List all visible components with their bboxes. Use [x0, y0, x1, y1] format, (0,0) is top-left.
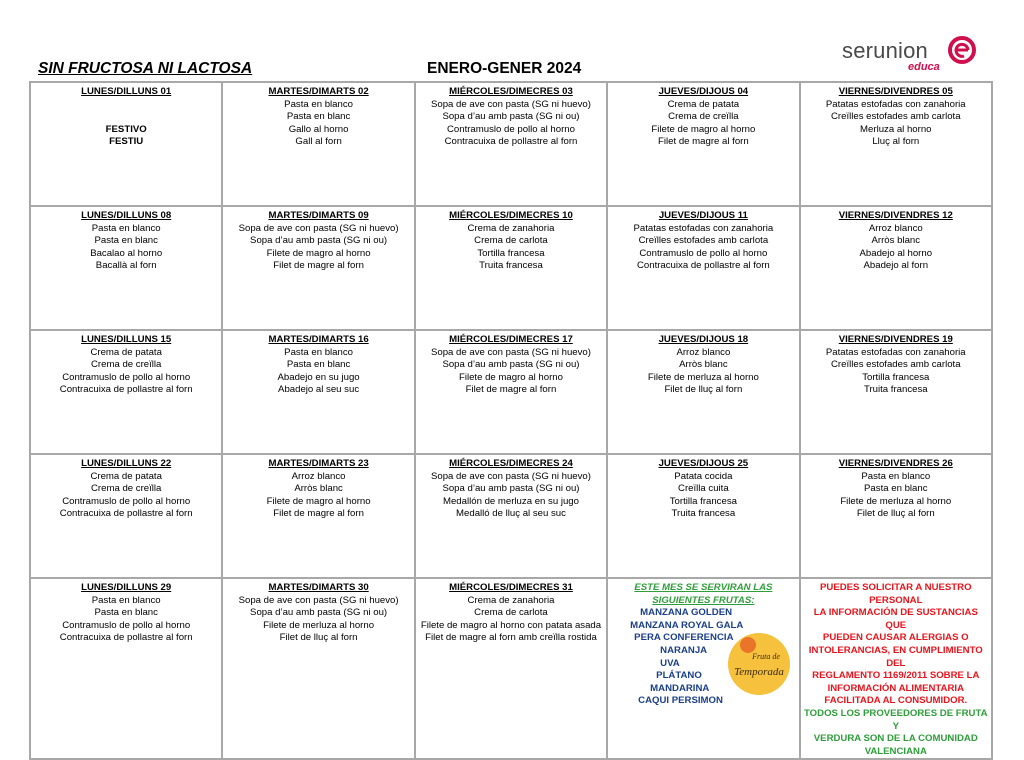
- dish-item: Pasta en blanc: [94, 607, 158, 619]
- dish-item: Sopa d’au amb pasta (SG ni ou): [250, 607, 388, 619]
- dish-item: Abadejo al forn: [863, 260, 929, 272]
- dish-item: Crema de patata: [90, 470, 162, 482]
- day-cell: [30, 578, 222, 759]
- dish-item: Filete de magro al horno: [458, 371, 563, 383]
- day-heading: VIERNES/DIVENDRES 26: [838, 458, 953, 469]
- dish-item: Creïlla cuita: [678, 483, 729, 495]
- dish-item: Merluza al horno: [860, 123, 932, 135]
- dish-item: Pasta en blanco: [284, 346, 353, 358]
- day-heading: LUNES/DILLUNS 08: [81, 210, 172, 221]
- dish-item: Gallo al horno: [288, 123, 349, 135]
- supplier-notice-line: VALENCIANA: [864, 745, 927, 757]
- dish-item: Filet de magre al forn: [273, 508, 364, 520]
- day-cell: [222, 82, 414, 206]
- allergen-notice-line: PUEDEN CAUSAR ALERGIAS O: [822, 632, 969, 644]
- day-heading: MIÉRCOLES/DIMECRES 24: [449, 458, 573, 469]
- dish-item: Contracuixa de pollastre al forn: [444, 136, 578, 148]
- dish-item: Truita francesa: [479, 260, 543, 272]
- dish-item: Filete de merluza al horno: [263, 619, 375, 631]
- day-cell: [222, 206, 414, 330]
- day-cell: [415, 206, 607, 330]
- allergen-notice-line: REGLAMENTO 1169/2011 SOBRE LA: [812, 670, 980, 682]
- day-heading: VIERNES/DIVENDRES 05: [838, 86, 953, 97]
- dish-item: Abadejo al seu suc: [278, 384, 360, 396]
- dish-item: Contracuixa de pollastre al forn: [59, 632, 193, 644]
- dish-item: Pasta en blanc: [286, 111, 351, 123]
- allergen-notice-line: PUEDES SOLICITAR A NUESTRO PERSONAL: [820, 582, 972, 606]
- dish-item: Crema de patata: [667, 98, 740, 110]
- dish-item: Tortilla francesa: [862, 371, 930, 383]
- fruit-item: CAQUI PERSIMON: [638, 695, 723, 707]
- day-cell: [607, 82, 799, 206]
- dish-item: Filete de merluza al horno: [647, 371, 759, 383]
- dish-item: Arròs blanc: [294, 483, 343, 495]
- fruit-item: UVA: [660, 657, 680, 669]
- dish-item: Sopa de ave con pasta (SG ni huevo): [238, 222, 399, 234]
- dish-item: Sopa d’au amb pasta (SG ni ou): [442, 483, 580, 495]
- day-heading: MIÉRCOLES/DIMECRES 17: [449, 334, 573, 345]
- day-cell: [800, 206, 992, 330]
- day-cell: [222, 454, 414, 578]
- dish-item: Pasta en blanco: [91, 222, 161, 234]
- dish-item: Bacalao al horno: [90, 247, 163, 259]
- dish-item: Sopa de ave con pasta (SG ni huevo): [430, 470, 591, 482]
- dish-item: Contramuslo de pollo al horno: [62, 371, 191, 383]
- day-heading: MIÉRCOLES/DIMECRES 03: [449, 86, 573, 97]
- week-row: [30, 578, 992, 759]
- day-heading: JUEVES/DIJOUS 18: [658, 334, 749, 345]
- day-cell: [415, 454, 607, 578]
- day-cell: [800, 454, 992, 578]
- logo-swirl-icon: [948, 36, 976, 64]
- dish-item: Filete de magro al horno: [651, 123, 756, 135]
- dish-item: Abadejo en su jugo: [277, 371, 360, 383]
- dish-item: Filete de magro al horno: [266, 495, 371, 507]
- holiday-label: FESTIU: [109, 136, 144, 148]
- serunion-logo: [842, 36, 992, 76]
- dish-item: Patatas estofadas con zanahoria: [825, 98, 966, 110]
- dish-item: Filet de magre al forn: [465, 384, 557, 396]
- day-heading: MARTES/DIMARTS 30: [268, 582, 369, 593]
- dish-item: Filet de magre al forn amb creïlla rostida: [425, 632, 597, 644]
- dish-item: Creïlles estofades amb carlota: [830, 111, 961, 123]
- day-cell: [607, 454, 799, 578]
- day-heading: LUNES/DILLUNS 15: [81, 334, 172, 345]
- week-row: [30, 454, 992, 578]
- fruit-item: MANZANA ROYAL GALA: [630, 619, 744, 631]
- dish-item: Filet de lluç al forn: [856, 508, 935, 520]
- day-cell: [415, 82, 607, 206]
- day-cell: [415, 330, 607, 454]
- dish-item: Truita francesa: [671, 508, 736, 520]
- dish-item: Crema de zanahoria: [467, 222, 555, 234]
- day-heading: MIÉRCOLES/DIMECRES 31: [449, 582, 573, 593]
- day-cell: [800, 82, 992, 206]
- day-cell: [222, 578, 414, 759]
- day-cell: [607, 330, 799, 454]
- day-heading: JUEVES/DIJOUS 25: [658, 458, 749, 469]
- badge-top-text: Fruta de: [752, 652, 781, 661]
- week-row: [30, 82, 992, 206]
- dish-item: Filete de magro al horno con patata asada: [420, 619, 602, 631]
- supplier-notice-line: VERDURA SON DE LA COMUNIDAD: [813, 733, 978, 745]
- dish-item: Filet de lluç al forn: [279, 632, 358, 644]
- dish-item: Crema de creïlla: [668, 111, 739, 123]
- dish-item: Crema de creïlla: [91, 359, 162, 371]
- logo-word: serunion: [842, 38, 928, 63]
- day-cell: [30, 206, 222, 330]
- dish-item: Sopa de ave con pasta (SG ni huevo): [238, 594, 399, 606]
- day-heading: LUNES/DILLUNS 22: [81, 458, 172, 469]
- dish-item: Medalló de lluç al seu suc: [456, 508, 566, 520]
- fruits-heading: SIGUIENTES FRUTAS:: [652, 594, 755, 606]
- dish-item: Abadejo al horno: [859, 247, 933, 259]
- dish-item: Gall al forn: [295, 136, 342, 148]
- dish-item: Contramuslo de pollo al horno: [62, 495, 191, 507]
- seasonal-fruit-badge-icon: [726, 631, 792, 697]
- dish-item: Crema de zanahoria: [467, 594, 555, 606]
- dish-item: Contramuslo de pollo al horno: [62, 619, 191, 631]
- week-row: [30, 206, 992, 330]
- dish-item: Truita francesa: [863, 384, 928, 396]
- dish-item: Lluç al forn: [872, 136, 920, 148]
- dish-item: Pasta en blanco: [91, 594, 161, 606]
- day-heading: MARTES/DIMARTS 02: [268, 86, 369, 97]
- fruit-item: MANDARINA: [650, 682, 710, 694]
- allergen-notice-line: FACILITADA AL CONSUMIDOR.: [824, 695, 968, 707]
- diet-title: SIN FRUCTOSA NI LACTOSA: [38, 60, 253, 77]
- dish-item: Filete de merluza al horno: [840, 495, 952, 507]
- dish-item: Creïlles estofades amb carlota: [830, 359, 961, 371]
- dish-item: Filet de lluç al forn: [664, 384, 743, 396]
- dish-item: Tortilla francesa: [477, 247, 545, 259]
- day-cell: [30, 82, 222, 206]
- dish-item: Contramuslo de pollo al horno: [446, 123, 575, 135]
- dish-item: Sopa de ave con pasta (SG ni huevo): [430, 346, 591, 358]
- day-cell: [415, 578, 607, 759]
- supplier-notice-line: TODOS LOS PROVEEDORES DE FRUTA Y: [804, 707, 988, 732]
- dish-item: Contracuixa de pollastre al forn: [59, 384, 193, 396]
- dish-item: Pasta en blanc: [94, 235, 158, 247]
- day-heading: MIÉRCOLES/DIMECRES 10: [449, 210, 573, 221]
- day-cell: [800, 330, 992, 454]
- day-cell: [30, 330, 222, 454]
- dish-item: Sopa d’au amb pasta (SG ni ou): [442, 111, 580, 123]
- dish-item: Filet de magre al forn: [273, 260, 364, 272]
- dish-item: Arroz blanco: [291, 470, 346, 482]
- fruit-item: NARANJA: [660, 644, 708, 656]
- dish-item: Patata cocida: [674, 470, 733, 482]
- dish-item: Pasta en blanc: [286, 359, 351, 371]
- dish-item: Arròs blanc: [871, 235, 921, 247]
- dish-item: Crema de creïlla: [91, 483, 162, 495]
- day-heading: JUEVES/DIJOUS 04: [658, 86, 749, 97]
- dish-item: Contracuixa de pollastre al forn: [636, 260, 770, 272]
- dish-item: Arroz blanco: [868, 222, 923, 234]
- allergen-notice-cell: [800, 578, 992, 759]
- fruits-heading: ESTE MES SE SERVIRAN LAS: [634, 582, 773, 593]
- spacer: [33, 99, 219, 124]
- day-heading: LUNES/DILLUNS 01: [81, 86, 172, 97]
- day-heading: VIERNES/DIVENDRES 19: [838, 334, 953, 345]
- fruit-item: MANZANA GOLDEN: [640, 607, 733, 619]
- day-heading: MARTES/DIMARTS 23: [268, 458, 369, 469]
- dish-item: Pasta en blanco: [861, 470, 931, 482]
- dish-item: Bacallà al forn: [95, 260, 157, 272]
- dish-item: Filete de magro al horno: [266, 247, 371, 259]
- day-cell: [607, 206, 799, 330]
- month-title: ENERO-GENER 2024: [427, 60, 582, 77]
- week-row: [30, 330, 992, 454]
- allergen-notice-line: LA INFORMACIÓN DE SUSTANCIAS QUE: [813, 607, 978, 631]
- dish-item: Crema de carlota: [474, 607, 548, 619]
- day-heading: VIERNES/DIVENDRES 12: [838, 210, 953, 221]
- dish-item: Patatas estofadas con zanahoria: [633, 222, 774, 234]
- dish-item: Arròs blanc: [679, 359, 728, 371]
- day-heading: JUEVES/DIJOUS 11: [658, 210, 748, 221]
- dish-item: Medallón de merluza en su jugo: [442, 495, 579, 507]
- dish-item: Crema de carlota: [474, 235, 548, 247]
- dish-item: Sopa de ave con pasta (SG ni huevo): [430, 98, 591, 110]
- dish-item: Sopa d’au amb pasta (SG ni ou): [442, 359, 580, 371]
- dish-item: Patatas estofadas con zanahoria: [825, 346, 966, 358]
- dish-item: Creïlles estofades amb carlota: [638, 235, 769, 247]
- allergen-notice-line: INTOLERANCIAS, EN CUMPLIMIENTO DEL: [808, 644, 983, 669]
- holiday-label: FESTIVO: [105, 123, 147, 135]
- dish-item: Crema de patata: [90, 346, 162, 358]
- day-cell: [222, 330, 414, 454]
- dish-item: Filet de magre al forn: [658, 136, 749, 148]
- dish-item: Pasta en blanco: [284, 98, 353, 110]
- dish-item: Tortilla francesa: [669, 495, 737, 507]
- fruit-item: PERA CONFERENCIA: [634, 632, 734, 644]
- dish-item: Sopa d’au amb pasta (SG ni ou): [250, 235, 388, 247]
- day-heading: LUNES/DILLUNS 29: [81, 582, 172, 593]
- badge-bottom-text: Temporada: [734, 666, 785, 678]
- day-cell: [30, 454, 222, 578]
- dish-item: Pasta en blanc: [864, 483, 928, 495]
- day-heading: MARTES/DIMARTS 16: [268, 334, 369, 345]
- fruit-item: PLÁTANO: [656, 670, 702, 682]
- menu-table: [29, 81, 993, 760]
- allergen-notice-line: INFORMACIÓN ALIMENTARIA: [827, 682, 964, 694]
- dish-item: Contracuixa de pollastre al forn: [59, 508, 193, 520]
- dish-item: Contramuslo de pollo al horno: [639, 247, 768, 259]
- fruits-cell: [607, 578, 799, 759]
- logo-sub: educa: [908, 61, 940, 73]
- dish-item: Arroz blanco: [676, 346, 731, 358]
- day-heading: MARTES/DIMARTS 09: [268, 210, 369, 221]
